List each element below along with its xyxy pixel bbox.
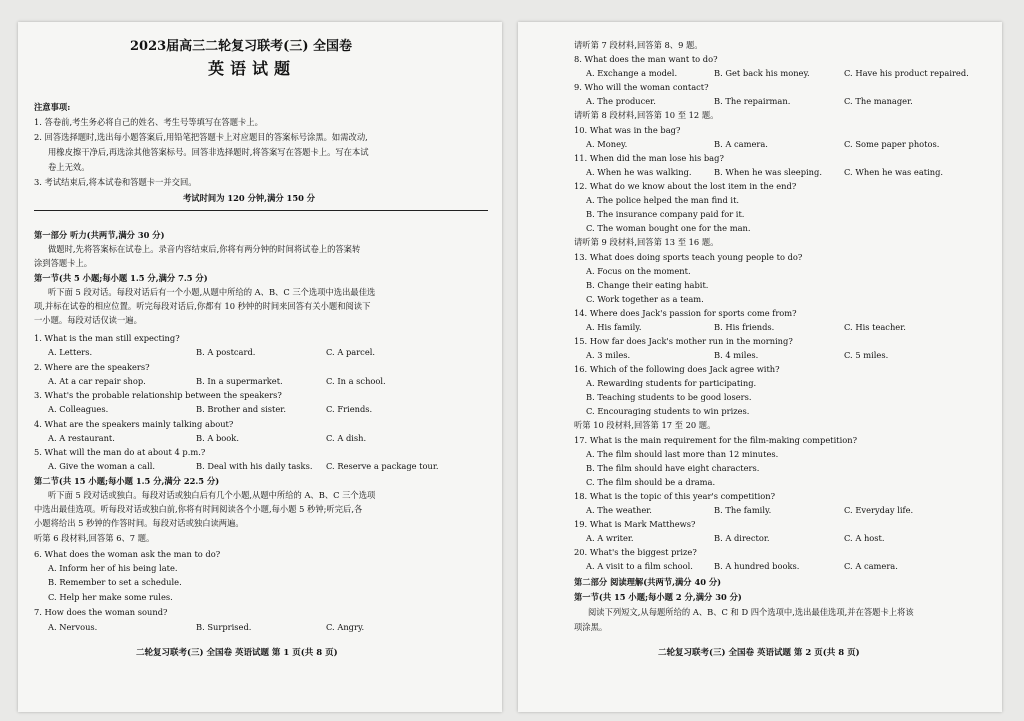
listen-instruction: 听第 6 段材料,回答第 6、7 题。: [34, 533, 155, 543]
option: A. Exchange a model.: [586, 68, 678, 78]
option: A. The film should last more than 12 minutes.: [586, 449, 779, 459]
option: C. A parcel.: [326, 347, 376, 357]
question: 16. Which of the following does Jack agree with?: [574, 364, 780, 374]
option: B. A postcard.: [196, 347, 256, 357]
listen-instruction: 请听第 7 段材料,回答第 8、9 题。: [574, 40, 703, 50]
option: C. When he was eating.: [844, 167, 944, 177]
question: 1. What is the man still expecting?: [34, 333, 180, 343]
option: C. A dish.: [326, 433, 367, 443]
option: A. Colleagues.: [48, 404, 109, 414]
option: A. The producer.: [586, 96, 656, 106]
question: 9. Who will the woman contact?: [574, 82, 709, 92]
option: A. Letters.: [48, 347, 93, 357]
option: C. Some paper photos.: [844, 139, 940, 149]
option: C. The woman bought one for the man.: [586, 223, 751, 233]
part2-heading: 第二部分 阅读理解(共两节,满分 40 分): [574, 577, 722, 587]
question: 17. What is the main requirement for the film-making competition?: [574, 435, 858, 445]
listen-instruction: 听第 10 段材料,回答第 17 至 20 题。: [574, 420, 716, 430]
option: B. A director.: [714, 533, 770, 543]
question: 2. Where are the speakers?: [34, 362, 150, 372]
question: 14. Where does Jack's passion for sports come from?: [574, 308, 797, 318]
option: C. The film should be a drama.: [586, 477, 716, 487]
option: B. The film should have eight characters.: [586, 463, 760, 473]
part1-heading: 第一部分 听力(共两节,满分 30 分): [34, 230, 165, 240]
option: A. Focus on the moment.: [586, 266, 691, 276]
option: A. The police helped the man find it.: [586, 195, 740, 205]
option: B. When he was sleeping.: [714, 167, 822, 177]
option: B. The family.: [714, 505, 772, 515]
option: A. Nervous.: [48, 622, 98, 632]
option: B. Surprised.: [196, 622, 252, 632]
notice-line: 2. 回答选择题时,选出每小题答案后,用铅笔把答题卡上对应题目的答案标号涂黑。如需改动,: [34, 132, 368, 142]
option: C. Work together as a team.: [586, 294, 704, 304]
listen-instruction: 请听第 9 段材料,回答第 13 至 16 题。: [574, 237, 719, 247]
option: C. 5 miles.: [844, 350, 889, 360]
exam-page-1: [18, 22, 502, 712]
notice-line: 卷上无效。: [48, 162, 90, 172]
intro-line: 阅读下列短文,从每题所给的 A、B、C 和 D 四个选项中,选出最佳选项,并在答题卡上将该: [588, 607, 914, 617]
option: B. Get back his money.: [714, 68, 810, 78]
option: B. A camera.: [714, 139, 768, 149]
option: C. Everyday life.: [844, 505, 914, 515]
question: 4. What are the speakers mainly talking about?: [34, 419, 234, 429]
option: C. A host.: [844, 533, 885, 543]
intro-line: 中选出最佳选项。听每段对话或独白前,你将有时间阅读各个小题,每小题 5 秒钟;听完后,各: [34, 504, 363, 514]
question: 20. What's the biggest prize?: [574, 547, 697, 557]
notice-line: 3. 考试结束后,将本试卷和答题卡一并交回。: [34, 177, 197, 187]
subject-title: 英语试题: [208, 59, 297, 78]
option: A. The weather.: [586, 505, 652, 515]
intro-line: 一小题。每段对话仅读一遍。: [34, 315, 142, 325]
option: B. Remember to set a schedule.: [48, 577, 182, 587]
option: A. At a car repair shop.: [48, 376, 146, 386]
question: 15. How far does Jack's mother run in the morning?: [574, 336, 793, 346]
option: B. Teaching students to be good losers.: [586, 392, 752, 402]
intro-line: 项涂黑。: [574, 622, 608, 632]
option: C. Angry.: [326, 622, 365, 632]
divider: [34, 210, 488, 211]
option: B. Deal with his daily tasks.: [196, 461, 313, 471]
option: A. Money.: [586, 139, 628, 149]
intro-line: 做题时,先将答案标在试卷上。录音内容结束后,你将有两分钟的时间将试卷上的答案转: [48, 244, 361, 254]
notice-line: 用橡皮擦干净后,再选涂其他答案标号。回答非选择题时,将答案写在答题卡上。写在本试: [48, 147, 369, 157]
exam-title: 2023届高三二轮复习联考(三) 全国卷: [130, 39, 353, 54]
question: 19. What is Mark Matthews?: [574, 519, 696, 529]
option: A. When he was walking.: [586, 167, 692, 177]
option: A. A restaurant.: [48, 433, 115, 443]
question: 6. What does the woman ask the man to do?: [34, 549, 221, 559]
section2-heading: 第二节(共 15 小题;每小题 1.5 分,满分 22.5 分): [34, 476, 220, 486]
option: C. The manager.: [844, 96, 913, 106]
option: B. The repairman.: [714, 96, 791, 106]
page-footer: 二轮复习联考(三) 全国卷 英语试题 第 2 页(共 8 页): [658, 648, 860, 658]
question: 18. What is the topic of this year's competition?: [574, 491, 776, 501]
option: C. Have his product repaired.: [844, 68, 969, 78]
option: A. 3 miles.: [586, 350, 631, 360]
question: 11. When did the man lose his bag?: [574, 153, 724, 163]
page-footer: 二轮复习联考(三) 全国卷 英语试题 第 1 页(共 8 页): [136, 648, 338, 658]
option: B. A book.: [196, 433, 239, 443]
section1-heading: 第一节(共 5 小题;每小题 1.5 分,满分 7.5 分): [34, 273, 208, 283]
intro-line: 涂到答题卡上。: [34, 258, 93, 268]
option: C. His teacher.: [844, 322, 906, 332]
intro-line: 项,并标在试卷的相应位置。听完每段对话后,你都有 10 秒钟的时间来回答有关小题和阅读下: [34, 301, 371, 311]
option: C. A camera.: [844, 561, 898, 571]
exam-page-2: [518, 22, 1002, 712]
option: B. Change their eating habit.: [586, 280, 709, 290]
option: B. A hundred books.: [714, 561, 800, 571]
notice-heading: 注意事项:: [34, 102, 71, 112]
question: 12. What do we know about the lost item in the end?: [574, 181, 797, 191]
option: C. Help her make some rules.: [48, 592, 173, 602]
option: B. His friends.: [714, 322, 775, 332]
question: 7. How does the woman sound?: [34, 607, 168, 617]
option: B. The insurance company paid for it.: [586, 209, 745, 219]
option: B. In a supermarket.: [196, 376, 283, 386]
option: C. Friends.: [326, 404, 373, 414]
option: B. 4 miles.: [714, 350, 759, 360]
option: C. In a school.: [326, 376, 386, 386]
option: B. Brother and sister.: [196, 404, 286, 414]
question: 5. What will the man do at about 4 p.m.?: [34, 447, 206, 457]
option: C. Reserve a package tour.: [326, 461, 439, 471]
option: C. Encouraging students to win prizes.: [586, 406, 750, 416]
time-note: 考试时间为 120 分钟,满分 150 分: [183, 193, 316, 203]
intro-line: 小题将给出 5 秒钟的作答时间。每段对话或独白读两遍。: [34, 518, 244, 528]
option: A. His family.: [586, 322, 642, 332]
part2-section1-heading: 第一节(共 15 小题;每小题 2 分,满分 30 分): [574, 592, 742, 602]
question: 8. What does the man want to do?: [574, 54, 718, 64]
notice-line: 1. 答卷前,考生务必将自己的姓名、考生号等填写在答题卡上。: [34, 117, 263, 127]
option: A. A writer.: [586, 533, 634, 543]
option: A. Inform her of his being late.: [48, 563, 178, 573]
option: A. Rewarding students for participating.: [586, 378, 757, 388]
question: 3. What's the probable relationship between the speakers?: [34, 390, 282, 400]
option: A. Give the woman a call.: [48, 461, 156, 471]
listen-instruction: 请听第 8 段材料,回答第 10 至 12 题。: [574, 110, 719, 120]
question: 10. What was in the bag?: [574, 125, 681, 135]
option: A. A visit to a film school.: [586, 561, 693, 571]
intro-line: 听下面 5 段对话。每段对话后有一个小题,从题中所给的 A、B、C 三个选项中选出最佳选: [48, 287, 376, 297]
intro-line: 听下面 5 段对话或独白。每段对话或独白后有几个小题,从题中所给的 A、B、C 三个选项: [48, 490, 376, 500]
question: 13. What does doing sports teach young people to do?: [574, 252, 803, 262]
